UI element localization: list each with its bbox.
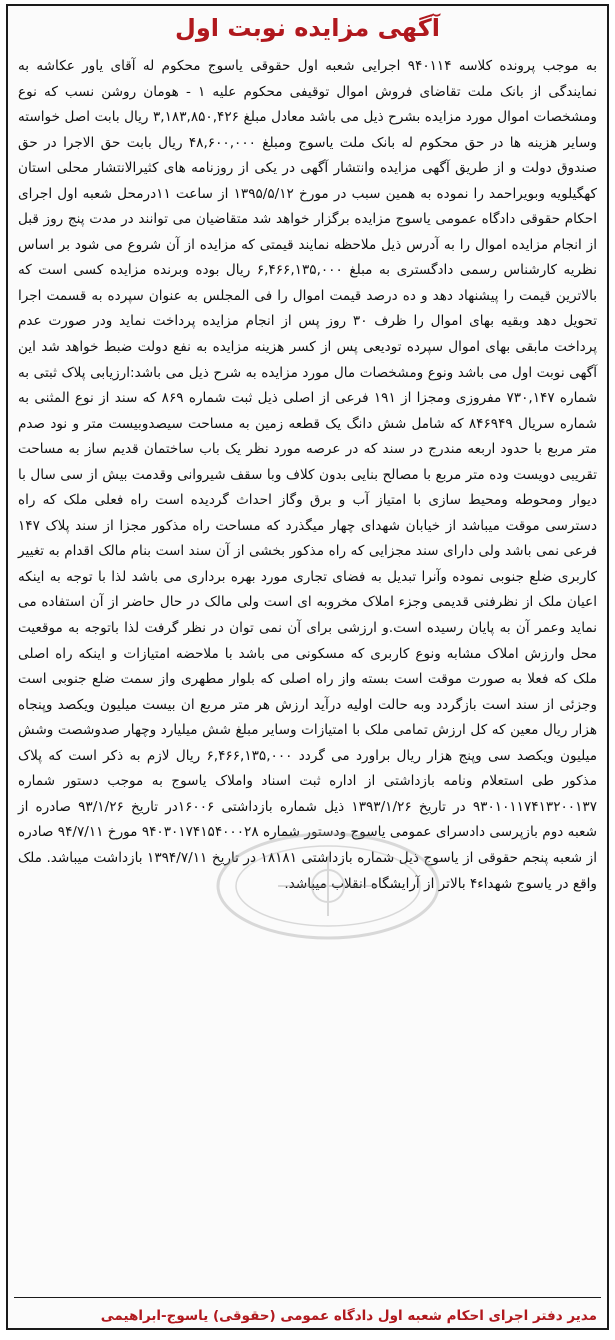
- notice-signature: مدیر دفتر اجرای احکام شعبه اول دادگاه عمومی (حقوقی) یاسوج-ابراهیمی: [100, 1308, 597, 1324]
- notice-title: آگهی مزایده نوبت اول: [175, 14, 440, 42]
- notice-body: به موجب پرونده کلاسه ۹۴۰۱۱۴ اجرایی شعبه اول حقوقی یاسوج محکوم له آقای یاور عکاشه به نمایندگی از بانک ملت تقاضای فروش اموال توقیفی محکوم علیه ۱ - هومان روشن نسب که نوع ومشخصات اموال مورد مزایده بشرح ذیل می باشد معادل مبلغ ۳,۱۸۳,۸۵۰,۴۲۶ ریال بابت اصل خواسته وسایر هزینه ها در حق محکوم له بانک ملت یاسوج ومبلغ ۴۸,۶۰۰,۰۰۰ ریال بابت حق الاجرا در حق صندوق دولت و از طریق آگهی مزایده وانتشار آگهی در یکی از روزنامه های کثیرالانتشار محلی استان کهگیلویه وبویراحمد را نموده به همین سبب در مورخ ۱۳۹۵/۵/۱۲ از ساعت ۱۱درمحل شعبه اول اجرای احکام حقوقی دادگاه عمومی یاسوج مزایده برگزار خواهد شد متقاضیان می توانند در مدت پنج روز قبل از انجام مزایده اموال را به آدرس ذیل ملاحظه نمایند قیمتی که مزایده از آن شروع می شود بر اساس نظریه کارشناس رسمی دادگستری به مبلغ ۶,۴۶۶,۱۳۵,۰۰۰ ریال بوده وبرنده مزایده کسی است که بالاترین قیمت را پیشنهاد دهد و ده درصد قیمت اموال را فی المجلس به عنوان سپرده به قسمت اجرا تحویل دهد وبقیه بهای اموال را ظرف ۳۰ روز پس از انجام مزایده پرداخت نماید ودر صورت عدم پرداخت مابقی بهای اموال سپرده تودیعی پس از کسر هزینه مزایده به نفع دولت ضبط خواهد شد این آگهی نوبت اول می باشد ونوع ومشخصات مال مورد مزایده به شرح ذیل می باشد:ارزیابی پلاک ثبتی به شماره ۷۳۰,۱۴۷ مفروزی ومجزا از ۱۹۱ فرعی از اصلی ذیل ثبت شماره ۸۶۹ که سند از نوع المثنی به شماره سریال ۸۴۶۹۴۹ که شامل شش دانگ یک قطعه زمین به مساحت سیصدوبیست متر و نود صدم متر مربع با حدود اربعه مندرج در سند که در عرصه مورد نظر یک باب ساختمان قدیم ساز به مساحت تقریبی دویست وده متر مربع با مصالح بنایی بدون کلاف وبا سقف شیروانی وقدمت بیش از سی سال با دیوار ومحوطه ومحیط سازی با امتیاز آب و برق وگاز احداث گردیده است راه فعلی ملک که راه دسترسی موقت میباشد از خیابان شهدای چهار میگذرد که مساحت راه مذکور مجزا از سند پلاک ۱۴۷ فرعی نمی باشد ولی دارای سند مجزایی که راه مذکور بخشی از آن سند است بنام مالک اقدام به تغییر کاربری ضلع جنوبی نموده وآنرا تبدیل به فضای تجاری مورد بهره برداری می باشد لذا با توجه به اینکه اعیان ملک از نظرفنی قدیمی وجزء املاک مخروبه ای است ولی مالک در حال حاضر از آن استفاده می نماید وعمر آن به پایان رسیده است.و ارزشی برای آن نمی توان در نظر گرفت لذا باتوجه به موقعیت محل وارزش املاک مشابه ونوع کاربری که مسکونی می باشد با ملاحضه امتیازات و اینکه راه اصلی ملک که فعلا به صورت موقت است بسته واز راه اصلی که بلوار مطهری واز سمت ضلع جنوبی است وجزئی از سند است بازگردد وبه حالت اولیه درآید ارزش هر متر مربع ان بیست میلیون ویکصد وپنجاه هزار ریال معین که کل ارزش تمامی ملک با امتیازات وسایر مبلغ شش میلیارد وچهار صدوشصت وشش میلیون ویکصد سی وپنج هزار ریال براورد می گردد ۶,۴۶۶,۱۳۵,۰۰۰ ریال لازم به ذکر است که پلاک مذکور طی استعلام ونامه بازداشتی از اداره ثبت اسناد واملاک یاسوج به موجب دستور شماره ۹۳۰۱۰۱۱۷۴۱۳۲۰۰۱۳۷ در تاریخ ۱۳۹۳/۱/۲۶ ذیل شماره بازداشتی ۱۶۰۰۶در تاریخ ۹۳/۱/۲۶ صادره از شعبه دوم بازپرسی دادسرای عمومی یاسوج ودستور شماره ۹۴۰۳۰۱۷۴۱۵۴۰۰۰۲۸ مورخ ۹۴/۷/۱۱ صادره از شعبه پنجم حقوقی از یاسوج ذیل شماره بازداشتی ۱۸۱۸۱ در تاریخ ۱۳۹۴/۷/۱۱ بازداشت میباشد. ملک واقع در یاسوج شهداء۴ بالاتر از آرایشگاه انقلاب میباشد.: [18, 58, 598, 892]
- auction-notice: [6, 4, 609, 1330]
- footer-divider: [14, 1297, 601, 1298]
